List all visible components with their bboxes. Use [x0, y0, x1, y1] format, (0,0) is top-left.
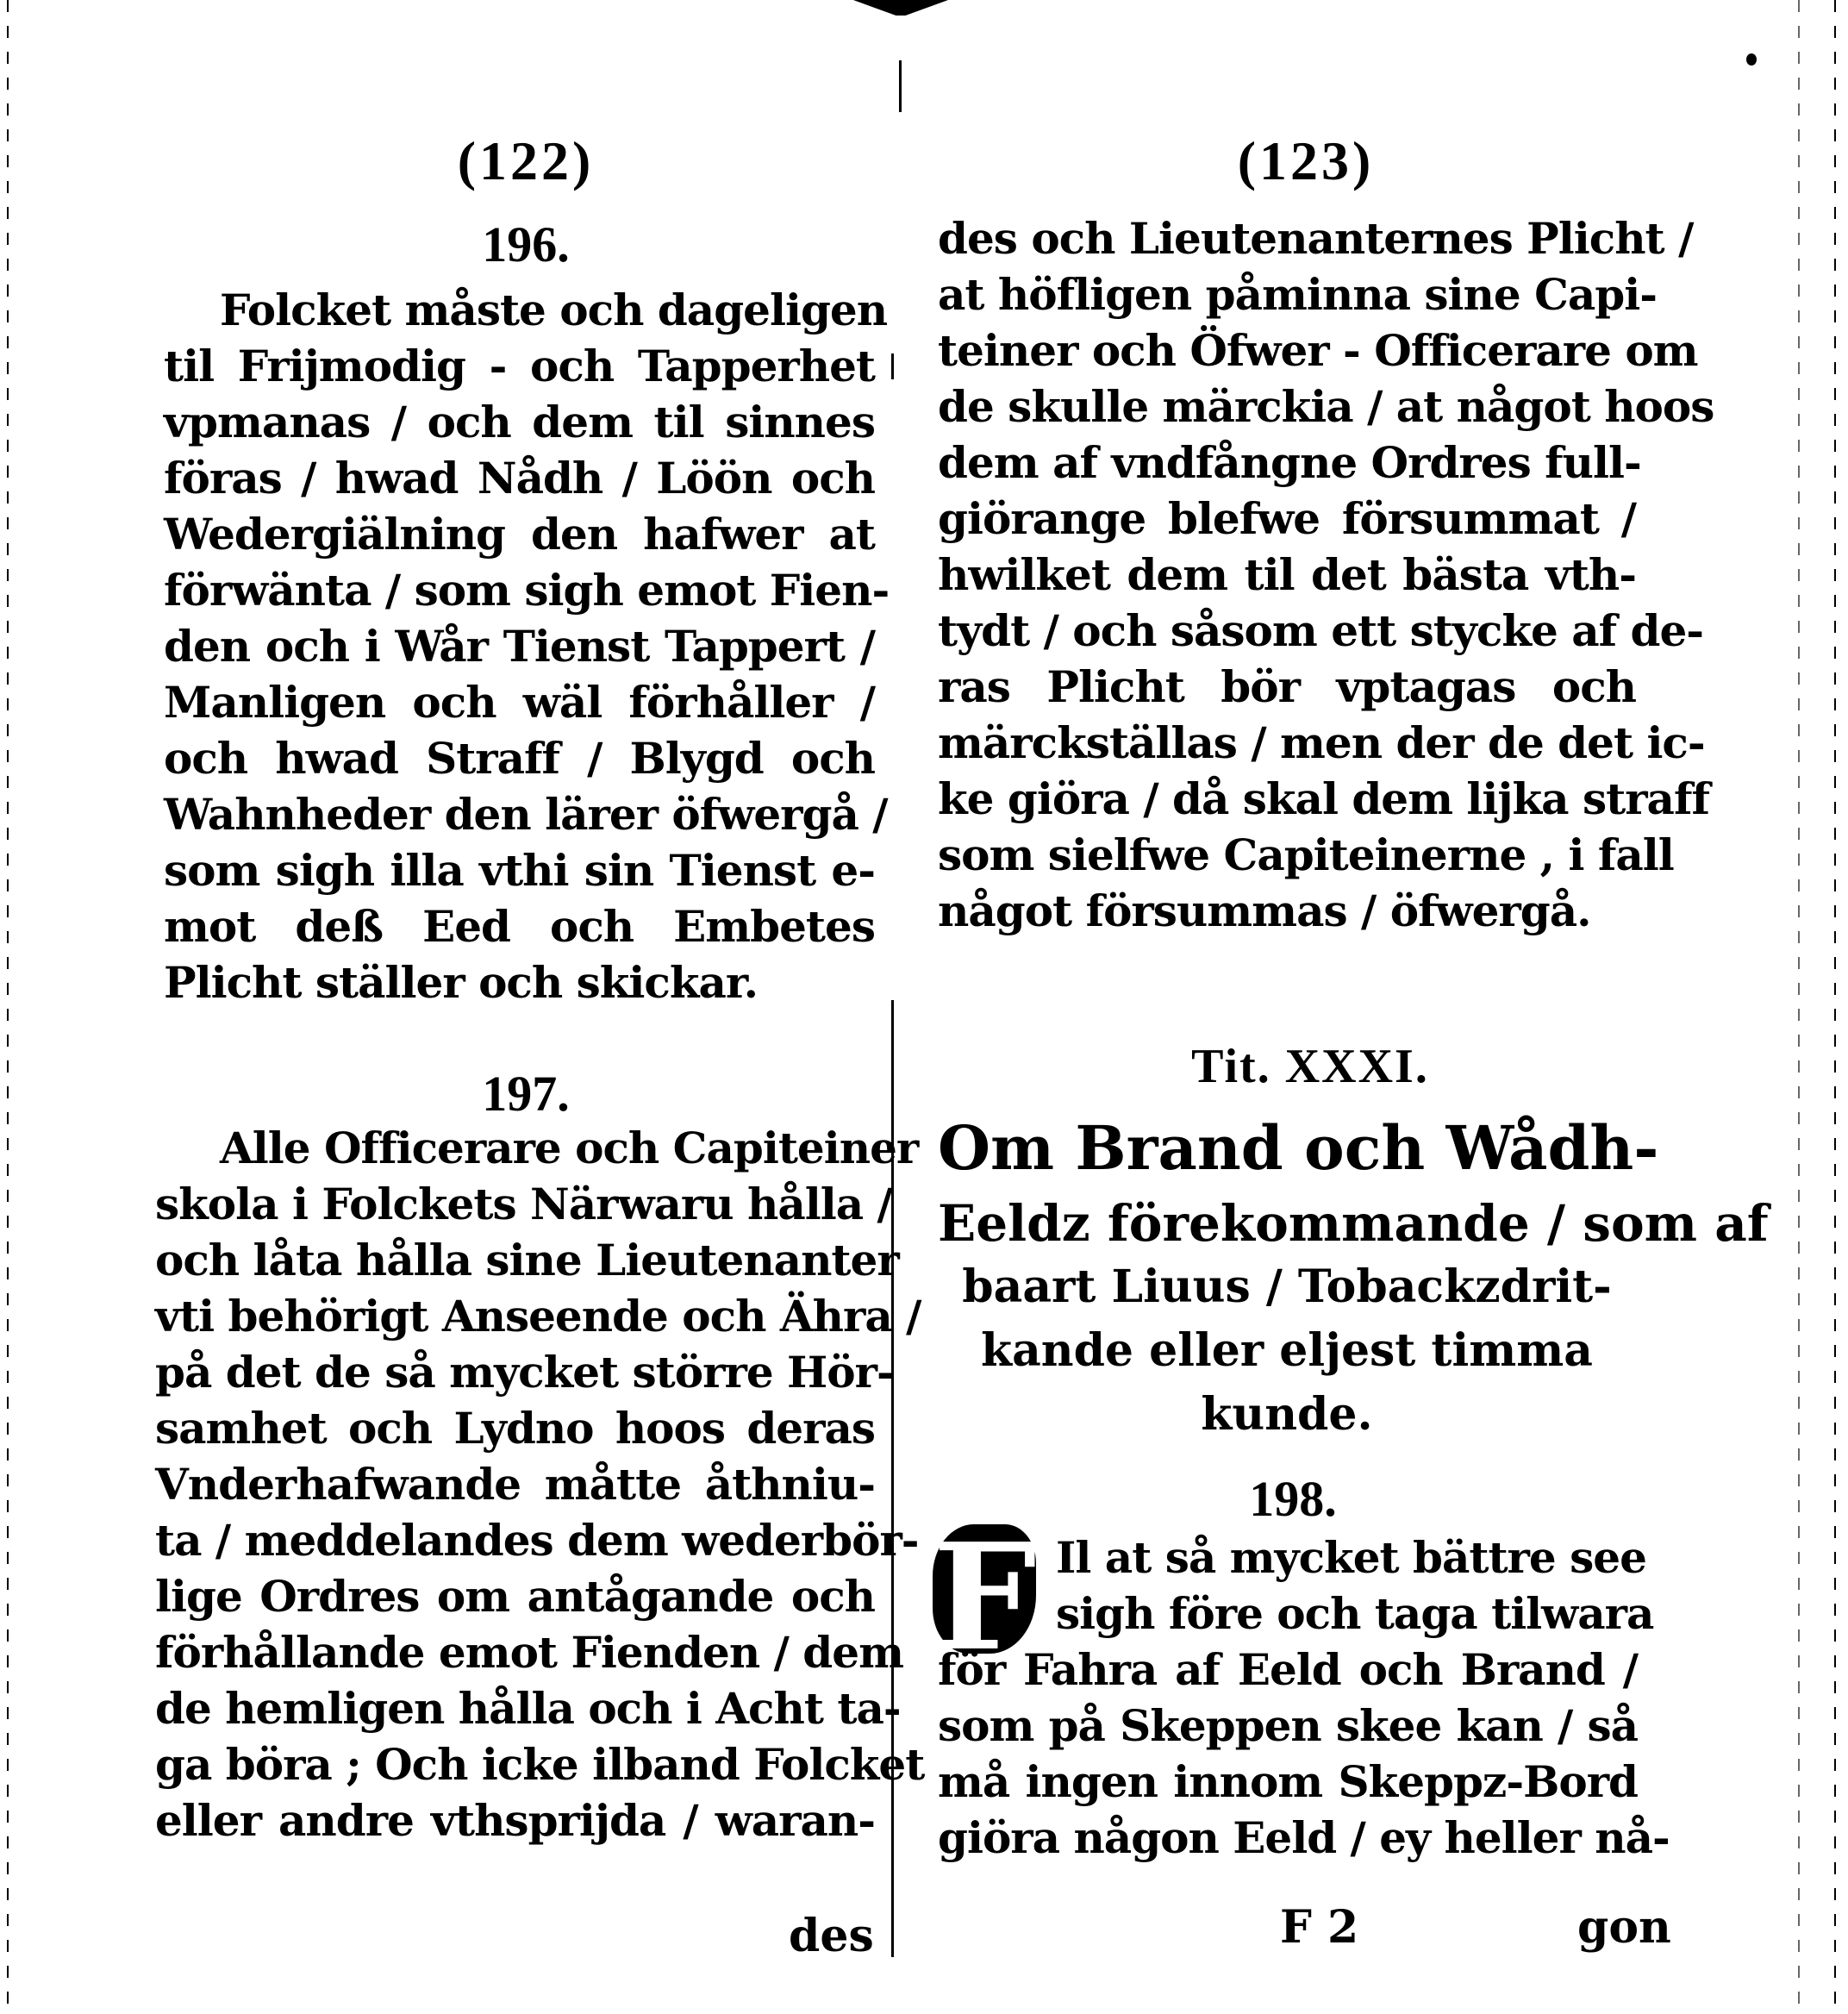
page-number: (122): [457, 130, 595, 191]
text-line: den och i Wår Tienst Tappert /: [164, 621, 875, 672]
section-number: 196.: [482, 216, 570, 272]
text-line: hwilket dem til det bästa vth-: [938, 549, 1636, 600]
drop-cap-ornament: F: [933, 1511, 1037, 1684]
text-line: på det de så mycket större Hör-: [155, 1347, 894, 1398]
text-line: skola i Folckets Närwaru hålla /: [155, 1179, 892, 1229]
text-line: Vnderhafwande måtte åthniu-: [155, 1459, 875, 1510]
text-line: at höfligen påminna sine Capi-: [938, 269, 1658, 320]
title-line: kande eller eljest timma: [981, 1324, 1593, 1377]
title-line: baart Liuus / Tobackzdrit-: [962, 1260, 1612, 1313]
catchword: gon: [1577, 1901, 1671, 1954]
text-line: Il at så mycket bättre see: [1056, 1532, 1646, 1583]
text-line: ras Plicht bör vptagas och: [938, 661, 1636, 712]
text-line: giöra någon Eeld / ey heller nå-: [938, 1812, 1670, 1863]
text-line: Alle Officerare och Capiteiner: [220, 1123, 919, 1173]
title-heading: Tit. XXXI.: [1191, 1040, 1429, 1093]
text-line: vpmanas / och dem til sinnes: [164, 397, 875, 447]
text-line: eller andre vthsprijda / waran-: [155, 1795, 875, 1846]
text-line: des och Lieutenanternes Plicht /: [938, 213, 1694, 264]
text-line: Manligen och wäl förhåller /: [164, 677, 875, 728]
text-line: Plicht ställer och skickar.: [164, 957, 759, 1008]
title-line: Eeldz förekommande / som af: [938, 1194, 1769, 1253]
text-line: dem af vndfångne Ordres full-: [938, 437, 1641, 488]
text-line: och hwad Straff / Blygd och: [164, 733, 875, 784]
text-line: något försummas / öfwergå.: [938, 885, 1591, 936]
text-line: för Fahra af Eeld och Brand /: [938, 1644, 1638, 1695]
text-line: som sigh illa vthi sin Tienst e-: [164, 845, 875, 896]
text-line: sigh före och taga tilwara: [1056, 1588, 1654, 1639]
text-line: förwänta / som sigh emot Fien-: [164, 565, 890, 616]
text-line: giörange blefwe försummat /: [938, 493, 1636, 544]
text-line: Wedergiälning den hafwer at: [164, 509, 875, 560]
text-line: och låta hålla sine Lieutenanter: [155, 1235, 899, 1285]
text-line: ga böra ; Och icke ilband Folcket: [155, 1739, 925, 1790]
text-line: samhet och Lydno hoos deras: [155, 1403, 875, 1454]
text-line: vti behörigt Anseende och Ähra /: [155, 1291, 921, 1342]
text-line: må ingen innom Skeppz-Bord: [938, 1756, 1638, 1807]
text-line: ke giöra / då skal dem lijka straff: [938, 773, 1709, 824]
title-line: kunde.: [1201, 1388, 1373, 1441]
page-number: (123): [1237, 130, 1375, 191]
text-line: mot deß Eed och Embetes: [164, 901, 875, 952]
text-line: Wahnheder den lärer öfwergå /: [164, 789, 888, 840]
text-line: föras / hwad Nådh / Löön och: [164, 453, 875, 504]
text-line: til Frijmodig - och Tapperhet: [164, 341, 875, 391]
section-number: 198.: [1249, 1471, 1337, 1527]
text-line: de hemligen hålla och i Acht ta-: [155, 1683, 901, 1734]
text-line: tydt / och såsom ett stycke af de-: [938, 605, 1704, 656]
text-line: som på Skeppen skee kan / så: [938, 1700, 1638, 1751]
section-number: 197.: [482, 1066, 570, 1122]
right-page: [914, 0, 1848, 2014]
text-line: märckställas / men der de det ic-: [938, 717, 1705, 768]
text-line: teiner och Öfwer - Officerare om: [938, 325, 1698, 376]
text-line: lige Ordres om antågande och: [155, 1571, 875, 1622]
title-line: Om Brand och Wådh-: [938, 1112, 1659, 1184]
signature-mark: F 2: [1280, 1901, 1359, 1954]
text-line: Folcket måste och dageligen: [220, 285, 888, 335]
text-line: förhållande emot Fienden / dem: [155, 1627, 903, 1678]
text-line: som sielfwe Capiteinerne , i fall: [938, 829, 1674, 880]
catchword: des: [789, 1910, 874, 1962]
text-line: ta / meddelandes dem wederbör-: [155, 1515, 919, 1566]
text-line: de skulle märckia / at något hoos: [938, 381, 1714, 432]
